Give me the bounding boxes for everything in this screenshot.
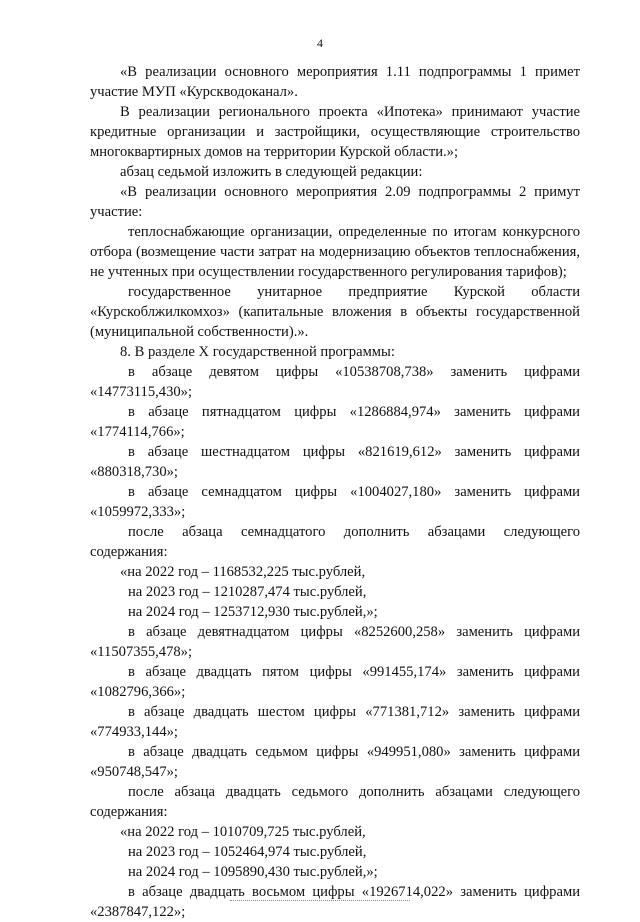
paragraph: в абзаце двадцать седьмом цифры «949951,080» заменить цифрами «950748,547»; [90, 744, 580, 780]
paragraph: в абзаце двадцать шестом цифры «771381,712» заменить цифрами «774933,144»; [90, 704, 580, 740]
page-number: 4 [317, 36, 323, 50]
paragraph: «на 2022 год – 1168532,225 тыс.рублей, [120, 564, 366, 580]
paragraph: «В реализации основного мероприятия 2.09 подпрограммы 2 примут участие: [90, 184, 580, 220]
paragraph: 8. В разделе X государственной программы: [120, 344, 395, 360]
paragraph: в абзаце семнадцатом цифры «1004027,180» заменить цифрами «1059972,333»; [90, 484, 580, 520]
paragraph: В реализации регионального проекта «Ипотека» принимают участие кредитные организации и застройщики, осуществляющие строительство многоквартирных домов на территории Курской области.»; [90, 104, 580, 160]
paragraph: на 2023 год – 1052464,974 тыс.рублей, [128, 844, 367, 860]
paragraph: в абзаце девятом цифры «10538708,738» заменить цифрами «14773115,430»; [90, 364, 580, 400]
paragraph: в абзаце девятнадцатом цифры «8252600,258» заменить цифрами «11507355,478»; [90, 624, 580, 660]
paragraph: в абзаце пятнадцатом цифры «1286884,974» заменить цифрами «1774114,766»; [90, 404, 580, 440]
paragraph: на 2024 год – 1095890,430 тыс.рублей,»; [128, 864, 378, 880]
paragraph: «на 2022 год – 1010709,725 тыс.рублей, [120, 824, 366, 840]
paragraph: в абзаце двадцать пятом цифры «991455,174» заменить цифрами «1082796,366»; [90, 664, 580, 700]
paragraph: абзац седьмой изложить в следующей редакции: [120, 164, 423, 180]
paragraph: в абзаце двадцать восьмом цифры «1926714,022» заменить цифрами «2387847,122»; [90, 884, 580, 920]
paragraph: государственное унитарное предприятие Курской области «Курскоблжилкомхоз» (капитальные вложения в объекты государственной (муниципальной собственности).». [90, 284, 580, 340]
paragraph: «В реализации основного мероприятия 1.11 подпрограммы 1 примет участие МУП «Курскводоканал». [90, 64, 580, 100]
paragraph: в абзаце шестнадцатом цифры «821619,612» заменить цифрами «880318,730»; [90, 444, 580, 480]
paragraph: на 2023 год – 1210287,474 тыс.рублей, [128, 584, 367, 600]
paragraph: после абзаца семнадцатого дополнить абзацами следующего содержания: [90, 524, 580, 560]
footer-divider [230, 900, 410, 901]
paragraph: после абзаца двадцать седьмого дополнить абзацами следующего содержания: [90, 784, 580, 820]
paragraph: теплоснабжающие организации, определенные по итогам конкурсного отбора (возмещение части затрат на модернизацию объектов теплоснабжения, не учтенных при осуществлении государственного регулирования тарифов); [90, 224, 580, 280]
paragraph: на 2024 год – 1253712,930 тыс.рублей,»; [128, 604, 378, 620]
document-body [90, 62, 580, 922]
